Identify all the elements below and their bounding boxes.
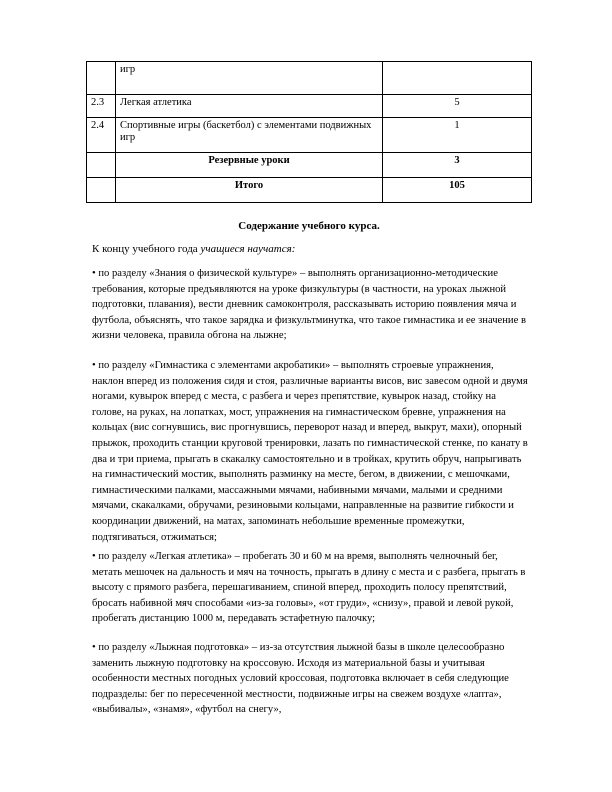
intro-italic: учащиеся научатся:: [200, 243, 296, 255]
section-name: игр: [116, 62, 383, 95]
table-row: [87, 95, 532, 118]
course-plan-table: [86, 61, 532, 203]
hours-cell: 5: [383, 95, 532, 118]
section-name: Спортивные игры (баскетбол) с элементами подвижных игр: [116, 118, 383, 153]
row-number: 2.4: [87, 118, 116, 153]
intro-line: [92, 243, 295, 255]
row-number: [87, 153, 116, 178]
row-number: [87, 178, 116, 203]
reserve-lessons-hours: 3: [383, 153, 532, 178]
total-label: Итого: [116, 178, 383, 203]
table-row: [87, 118, 532, 153]
paragraph-ski-training: • по разделу «Лыжная подготовка» – из-за отсутствия лыжной базы в школе целесообразно заменить лыжную подготовку на кроссовую. Исходя из материальной базы и учитывая особенности местных погодных условий кроссовая, подготовка включает в себя следующие подразделы: бег по пересеченной местности, подвижные игры на свежем воздухе «лапта», «выбивалы», «знамя», «футбол на снегу»,: [92, 642, 509, 716]
row-number: 2.3: [87, 95, 116, 118]
total-hours: 105: [383, 178, 532, 203]
paragraph-knowledge: • по разделу «Знания о физической культуре» – выполнять организационно-методические требования, которые предъявляются на уроке физкультуры (в частности, на уроках лыжной подготовки, плавания), вести дневник самоконтроля, рассказывать историю появления мяча и футбола, объяснять, что такое зарядка и физкультминутка, что такое гимнастика и ее значение в жизни человека, правила обгона на лыжне;: [92, 268, 526, 342]
row-number: [87, 62, 116, 95]
table-row: [87, 153, 532, 178]
section-name: Легкая атлетика: [116, 95, 383, 118]
reserve-lessons-label: Резервные уроки: [116, 153, 383, 178]
paragraph-athletics: • по разделу «Легкая атлетика» – пробегать 30 и 60 м на время, выполнять челночный бег, метать мешочек на дальность и мяч на точность, прыгать в длину с места и с разбега, прыгать в высоту с прямого разбега, перешагиванием, спиной вперед, проходить полосу препятствий, бросать набивной мяч способами «из-за головы», «от груди», «снизу», правой и левой рукой, пробегать дистанцию 1000 м, передавать эстафетную палочку;: [92, 551, 526, 625]
hours-cell: 1: [383, 118, 532, 153]
intro-text: К концу учебного года: [92, 243, 201, 255]
table-row: [87, 178, 532, 203]
section-heading: Содержание учебного курса.: [238, 220, 380, 232]
paragraph-gymnastics: • по разделу «Гимнастика с элементами акробатики» – выполнять строевые упражнения, наклон вперед из положения сидя и стоя, различные варианты висов, вис завесом одной и двумя ногами, кувырок вперед с места, с разбега и через препятствие, кувырок назад, стойку на голове, на руках, на лопатках, мост, упражнения на гимнастическом бревне, упражнения на кольцах (вис согнувшись, вис прогнувшись, переворот назад и вперед, выкрут, махи), опорный прыжок, проходить станции круговой тренировки, лазать по гимнастической стенке, по канату в два и три приема, прыгать в скакалку самостоятельно и в тройках, крутить обруч, напрыгивать на гимнастический мостик, выполнять разминку на месте, бегом, в движении, с мешочками, гимнастическими палками, массажными мячами, набивными мячами, малыми и средними мячами, скакалками, обручами, резиновыми кольцами, направленные на развитие гибкости и координации движений, на матах, запоминать небольшие временные промежутки, подтягиваться, отжиматься;: [92, 360, 528, 543]
table-row: [87, 62, 532, 95]
hours-cell: [383, 62, 532, 95]
